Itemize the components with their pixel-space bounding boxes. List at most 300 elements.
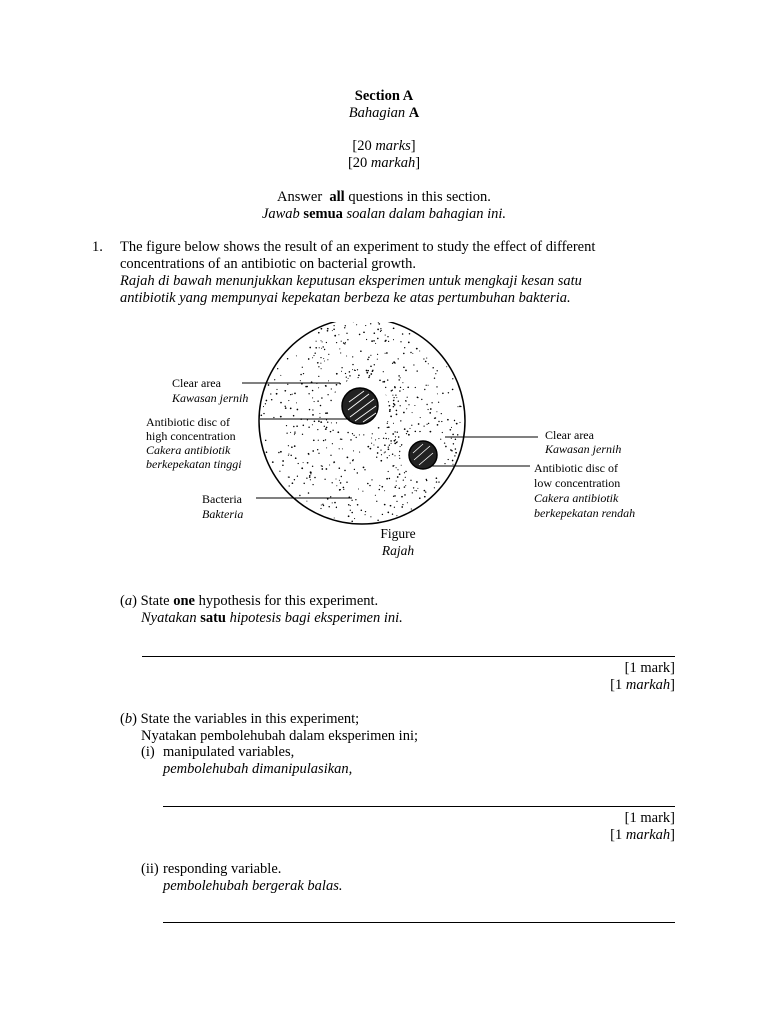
part-b-i-mark-malay-num: [1: [610, 827, 623, 843]
bacteria-dot: [396, 414, 398, 416]
bacteria-dot: [294, 431, 295, 432]
bacteria-dot: [432, 367, 434, 369]
bacteria-dot: [371, 479, 372, 480]
bacteria-dot: [402, 504, 403, 505]
bacteria-dot: [388, 341, 389, 342]
bacteria-dot: [370, 355, 371, 356]
bacteria-dot: [388, 446, 389, 447]
bacteria-dot: [318, 440, 319, 441]
bacteria-dot: [340, 482, 342, 484]
bacteria-dot: [329, 464, 330, 465]
bacteria-dot: [372, 433, 373, 434]
instruction-post: questions in this section.: [348, 189, 491, 205]
bacteria-dot: [302, 434, 303, 435]
label-clear-area-2: Clear area: [545, 428, 594, 442]
bacteria-dot: [441, 421, 442, 422]
bacteria-dot: [379, 485, 380, 486]
bacteria-dot: [365, 325, 366, 326]
bacteria-dot: [396, 481, 397, 482]
bacteria-dot: [350, 439, 352, 441]
bacteria-dot: [321, 465, 322, 466]
bacteria-dot: [303, 483, 304, 484]
bacteria-dot: [442, 432, 443, 433]
bacteria-dot: [396, 467, 397, 468]
bacteria-dot: [285, 407, 287, 409]
bacteria-dot: [408, 434, 410, 436]
bacteria-dot: [434, 487, 435, 488]
bacteria-dot: [394, 507, 395, 508]
bacteria-dot: [394, 362, 396, 364]
bacteria-dot: [357, 472, 358, 473]
bacteria-dot: [360, 350, 362, 352]
bacteria-dot: [387, 423, 388, 424]
bacteria-dot: [310, 471, 312, 473]
label-bacteria: Bacteria: [202, 492, 242, 506]
petri-dish-figure: [140, 322, 660, 527]
bacteria-dot: [427, 424, 428, 425]
label-disc-high-1: Antibiotic disc of: [146, 415, 230, 429]
bacteria-dot: [457, 434, 458, 435]
bacteria-dot: [402, 333, 404, 335]
bacteria-dot: [384, 444, 386, 446]
bacteria-dot: [321, 504, 322, 505]
bacteria-dot: [454, 420, 455, 421]
bacteria-dot: [273, 417, 274, 418]
bacteria-dot: [280, 416, 282, 418]
bacteria-dot: [270, 393, 271, 394]
bacteria-dot: [293, 426, 295, 428]
bacteria-dot: [356, 437, 357, 438]
bacteria-dot: [290, 394, 291, 395]
bacteria-dot: [394, 404, 396, 406]
bacteria-dot: [323, 358, 324, 359]
bacteria-dot: [318, 420, 320, 422]
bacteria-dot: [375, 343, 376, 344]
bacteria-dot: [377, 520, 379, 522]
bacteria-dot: [424, 490, 426, 492]
bacteria-dot: [286, 425, 287, 426]
part-a-en-bold: one: [173, 593, 195, 609]
question-stem-en-2: concentrations of an antibiotic on bacterial growth.: [120, 256, 416, 272]
instruction-pre: Answer: [277, 189, 323, 205]
answer-line-b-ii[interactable]: [163, 922, 675, 923]
bacteria-dot: [419, 497, 421, 499]
bacteria-dot: [394, 486, 396, 488]
bacteria-dot: [318, 332, 320, 334]
bacteria-dot: [355, 499, 356, 500]
bacteria-dot: [398, 436, 400, 438]
bacteria-dot: [288, 400, 289, 401]
bacteria-dot: [276, 389, 277, 390]
bacteria-dot: [346, 333, 347, 334]
bacteria-dot: [296, 402, 297, 403]
bacteria-dot: [392, 433, 394, 435]
bacteria-dot: [333, 461, 335, 463]
bacteria-dot: [399, 487, 400, 488]
bacteria-dot: [306, 501, 307, 502]
bacteria-dot: [300, 374, 302, 376]
bacteria-dot: [388, 471, 389, 472]
bacteria-dot: [321, 328, 323, 330]
bacteria-dot: [403, 366, 405, 368]
part-a-en-post: hypothesis for this experiment.: [198, 593, 379, 609]
bacteria-dot: [305, 386, 307, 388]
bacteria-dot: [346, 355, 347, 356]
bacteria-dot: [392, 453, 393, 454]
bacteria-dot: [268, 384, 270, 386]
bacteria-dot: [438, 481, 439, 482]
bacteria-dot: [408, 342, 410, 344]
bacteria-dot: [265, 440, 266, 441]
part-a-en-pre: State: [140, 593, 170, 609]
bacteria-dot: [323, 505, 324, 506]
bacteria-dot: [348, 378, 349, 379]
bacteria-dot: [318, 387, 319, 388]
bacteria-dot: [393, 339, 394, 340]
part-b-i-mark: [1 mark]: [624, 810, 675, 826]
bacteria-dot: [298, 463, 299, 464]
bacteria-dot: [320, 508, 321, 509]
bacteria-dot: [373, 444, 374, 445]
bacteria-dot: [284, 390, 286, 392]
bacteria-dot: [344, 343, 345, 344]
bacteria-dot: [377, 452, 379, 454]
part-a-mark-malay: [500, 677, 675, 694]
bacteria-dot: [353, 459, 354, 460]
bacteria-dot: [370, 516, 371, 517]
bacteria-dot: [310, 479, 311, 480]
bacteria-dot: [452, 378, 453, 379]
bacteria-dot: [317, 362, 319, 364]
bacteria-dot: [346, 376, 347, 377]
bacteria-dot: [319, 417, 320, 418]
bacteria-dot: [349, 371, 351, 373]
bacteria-dot: [402, 382, 403, 383]
bacteria-dot: [345, 373, 346, 374]
bacteria-dot: [354, 370, 355, 371]
bacteria-dot: [350, 463, 351, 464]
bacteria-dot: [401, 465, 402, 466]
bacteria-dot: [361, 510, 363, 512]
bacteria-dot: [438, 421, 439, 422]
bacteria-dot: [363, 467, 365, 469]
bacteria-dot: [367, 446, 369, 448]
bacteria-dot: [348, 515, 350, 517]
bacteria-dot: [314, 401, 315, 402]
bacteria-dot: [314, 352, 315, 353]
bacteria-dot: [300, 380, 301, 381]
bacteria-dot: [303, 373, 304, 374]
bacteria-dot: [383, 371, 384, 372]
part-b-question-malay: Nyatakan pembolehubah dalam eksperimen ini;: [141, 728, 419, 744]
bacteria-dot: [324, 361, 325, 362]
bacteria-dot: [393, 406, 395, 408]
total-marks: [20 marks]: [352, 138, 416, 154]
bacteria-dot: [455, 438, 457, 440]
answer-line-a[interactable]: [142, 656, 675, 657]
part-b-i-mark-malay: [500, 827, 675, 844]
bacteria-dot: [312, 424, 313, 425]
bacteria-dot: [356, 324, 357, 325]
bacteria-dot: [294, 433, 295, 434]
bacteria-dot: [330, 400, 331, 401]
bacteria-dot: [366, 370, 368, 372]
bacteria-dot: [368, 377, 370, 379]
bacteria-dot: [286, 433, 287, 434]
bacteria-dot: [294, 393, 296, 395]
bacteria-dot: [444, 463, 445, 464]
bacteria-dot: [380, 460, 382, 462]
bacteria-dot: [353, 450, 354, 451]
bacteria-dot: [310, 473, 311, 474]
bacteria-dot: [320, 357, 321, 358]
bacteria-dot: [387, 421, 388, 422]
bacteria-dot: [334, 502, 336, 504]
bacteria-dot: [413, 364, 414, 365]
bacteria-dot: [308, 427, 309, 428]
bacteria-dot: [404, 494, 406, 496]
bacteria-dot: [377, 359, 378, 360]
bacteria-dot: [296, 355, 297, 356]
bacteria-dot: [387, 379, 388, 380]
bacteria-dot: [437, 424, 439, 426]
bacteria-dot: [395, 436, 396, 437]
part-a-mark-malay-word: markah: [625, 677, 671, 693]
bacteria-dot: [417, 488, 418, 489]
label-disc-high-2: high concentration: [146, 429, 236, 443]
bacteria-dot: [295, 457, 297, 459]
bacteria-dot: [339, 348, 340, 349]
bacteria-dot: [378, 438, 379, 439]
bacteria-dot: [265, 403, 266, 404]
bacteria-dot: [430, 431, 432, 433]
bacteria-dot: [424, 496, 426, 498]
bacteria-dot: [332, 430, 333, 431]
bacteria-dot: [453, 443, 454, 444]
bacteria-dot: [403, 353, 405, 355]
bacteria-dot: [415, 431, 417, 433]
bacteria-dot: [423, 358, 424, 359]
bacteria-dot: [392, 390, 393, 391]
part-a-my-pre: Nyatakan: [141, 610, 197, 626]
bacteria-dot: [367, 370, 368, 371]
bacteria-dot: [326, 427, 328, 429]
bacteria-dot: [446, 366, 447, 367]
bacteria-dot: [309, 347, 311, 349]
bacteria-dot: [367, 359, 369, 361]
bacteria-dot: [294, 445, 296, 447]
bacteria-dot: [396, 485, 397, 486]
bacteria-dot: [347, 457, 349, 459]
bacteria-dot: [315, 347, 317, 349]
bacteria-dot: [375, 439, 376, 440]
part-b-open: (: [120, 711, 125, 727]
bacteria-dot: [380, 449, 381, 450]
bacteria-dot: [341, 476, 342, 477]
bacteria-dot: [434, 378, 435, 379]
bacteria-dot: [366, 372, 368, 374]
bacteria-dot: [377, 446, 379, 448]
bacteria-dot: [389, 445, 390, 446]
bacteria-dot: [445, 446, 447, 448]
bacteria-dot: [357, 504, 359, 506]
part-a-mark-malay-num: [1: [610, 677, 623, 693]
bacteria-dot: [377, 329, 379, 331]
bacteria-dot: [288, 445, 289, 446]
bacteria-dot: [395, 395, 396, 396]
bacteria-dot: [405, 485, 406, 486]
bacteria-dot: [319, 347, 320, 348]
bacteria-dot: [345, 342, 346, 343]
bacteria-dot: [418, 423, 420, 425]
part-a-question-malay: [141, 610, 403, 627]
bacteria-dot: [351, 512, 353, 514]
bacteria-dot: [342, 448, 343, 449]
bacteria-dot: [428, 363, 429, 364]
bacteria-dot: [351, 500, 352, 501]
total-marks-word: marks: [375, 138, 411, 154]
bacteria-dot: [321, 348, 322, 349]
bacteria-dot: [389, 478, 390, 479]
bacteria-dot: [364, 469, 365, 470]
part-b-question: [120, 711, 359, 728]
bacteria-dot: [340, 438, 341, 439]
bacteria-dot: [385, 451, 386, 452]
bacteria-dot: [263, 413, 264, 414]
bacteria-dot: [352, 369, 353, 370]
bacteria-dot: [409, 333, 411, 335]
label-disc-low-2: low concentration: [534, 476, 621, 490]
bacteria-dot: [400, 420, 401, 421]
bacteria-dot: [324, 349, 325, 350]
bacteria-dot: [297, 409, 299, 411]
bacteria-dot: [394, 495, 396, 497]
part-b-i-my: pembolehubah dimanipulasikan,: [163, 761, 353, 777]
bacteria-dot: [324, 479, 325, 480]
bacteria-dot: [383, 381, 385, 383]
bacteria-dot: [339, 467, 341, 469]
bacteria-dot: [428, 423, 429, 424]
bacteria-dot: [296, 425, 298, 427]
bacteria-dot: [280, 375, 281, 376]
bacteria-dot: [292, 394, 293, 395]
bacteria-dot: [314, 477, 316, 479]
bacteria-dot: [435, 373, 436, 374]
bacteria-dot: [326, 419, 327, 420]
bacteria-dot: [399, 390, 401, 392]
bacteria-dot: [357, 369, 358, 370]
bacteria-dot: [441, 413, 442, 414]
bacteria-dot: [336, 507, 337, 508]
bacteria-dot: [391, 443, 392, 444]
bacteria-dot: [413, 487, 414, 488]
bacteria-dot: [282, 460, 284, 462]
bacteria-dot: [421, 399, 422, 400]
bacteria-dot: [410, 480, 411, 481]
bacteria-dot: [290, 455, 291, 456]
bacteria-dot: [336, 373, 338, 375]
bacteria-dot: [414, 490, 415, 491]
part-b-close: ): [132, 711, 137, 727]
bacteria-dot: [370, 323, 371, 324]
bacteria-dot: [394, 443, 396, 445]
bacteria-dot: [308, 358, 310, 360]
bacteria-dot: [386, 352, 388, 354]
bacteria-dot: [276, 393, 278, 395]
bacteria-dot: [292, 482, 294, 484]
bacteria-dot: [346, 481, 347, 482]
part-a-question: [120, 593, 378, 610]
bacteria-dot: [324, 426, 325, 427]
bacteria-dot: [385, 433, 386, 434]
bacteria-dot: [375, 495, 376, 496]
bacteria-dot: [398, 401, 399, 402]
bacteria-dot: [365, 511, 366, 512]
bacteria-dot: [374, 332, 376, 334]
bacteria-dot: [452, 464, 453, 465]
bacteria-dot: [328, 354, 329, 355]
bacteria-dot: [312, 390, 314, 392]
bacteria-dot: [325, 439, 326, 440]
bacteria-dot: [403, 389, 404, 390]
bacteria-dot: [327, 330, 329, 332]
bacteria-dot: [451, 438, 452, 439]
bacteria-dot: [455, 448, 457, 450]
label-disc-high-malay-1: Cakera antibiotik: [146, 443, 231, 457]
bacteria-dot: [425, 491, 426, 492]
bacteria-dot: [378, 323, 380, 325]
bacteria-dot: [325, 428, 327, 430]
label-disc-low-1: Antibiotic disc of: [534, 461, 618, 475]
bacteria-dot: [399, 455, 400, 456]
bacteria-dot: [318, 453, 319, 454]
bacteria-dot: [451, 427, 452, 428]
bacteria-dot: [317, 429, 318, 430]
bacteria-dot: [415, 387, 416, 388]
bacteria-dot: [420, 417, 421, 418]
bacteria-dot: [381, 454, 382, 455]
part-a-my-bold: satu: [200, 610, 226, 626]
bacteria-dot: [367, 483, 369, 485]
part-a-close: ): [132, 593, 137, 609]
bacteria-dot: [354, 469, 355, 470]
bacteria-dot: [405, 477, 406, 478]
answer-line-b-i[interactable]: [163, 806, 675, 807]
part-a-open: (: [120, 593, 125, 609]
bacteria-dot: [336, 422, 337, 423]
bacteria-dot: [303, 462, 304, 463]
bacteria-dot: [287, 358, 288, 359]
bacteria-dot: [416, 490, 417, 491]
bacteria-dot: [384, 340, 386, 342]
bacteria-dot: [284, 406, 285, 407]
bacteria-dot: [393, 400, 394, 401]
bacteria-dot: [431, 402, 432, 403]
bacteria-dot: [396, 515, 397, 516]
bacteria-dot: [288, 455, 289, 456]
bacteria-dot: [308, 454, 309, 455]
bacteria-dot: [412, 492, 413, 493]
bacteria-dot: [452, 460, 454, 462]
bacteria-dot: [282, 465, 284, 467]
bacteria-dot: [301, 467, 303, 469]
bacteria-dot: [394, 431, 395, 432]
bacteria-dot: [331, 388, 332, 389]
bacteria-dot: [341, 371, 342, 372]
bacteria-dot: [332, 502, 333, 503]
bacteria-dot: [410, 352, 411, 353]
bacteria-dot: [319, 413, 320, 414]
